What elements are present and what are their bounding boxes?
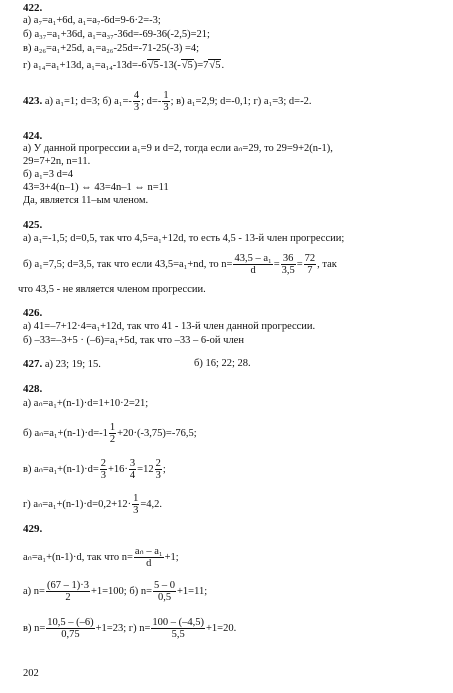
problem-422-heading: 422. bbox=[23, 2, 43, 14]
problem-429-c-middle: +1=23; г) n= bbox=[95, 622, 151, 634]
fraction-numerator: (67 – 1)·3 bbox=[46, 580, 89, 591]
fraction-36-over-3-5 bbox=[281, 253, 296, 276]
fraction-numerator: 100 – (–4,5) bbox=[152, 617, 205, 628]
problem-425-b-end: , так bbox=[317, 258, 337, 270]
problem-427-b: б) 16; 22; 28. bbox=[194, 358, 251, 369]
fraction-numerator: 4 bbox=[133, 90, 140, 101]
fraction-1-3 bbox=[162, 90, 169, 113]
problem-428-d bbox=[23, 493, 162, 516]
fraction-numerator: 43,5 – a₁ bbox=[234, 253, 272, 264]
problem-429-cd bbox=[23, 617, 236, 640]
problem-427 bbox=[23, 358, 101, 371]
problem-429-formula-start: aₙ=a₁+(n-1)·d, так что n= bbox=[23, 551, 133, 563]
problem-428-c-end: ; bbox=[162, 463, 166, 475]
fraction-4-3 bbox=[133, 90, 140, 113]
problem-428-heading: 428. bbox=[23, 383, 43, 395]
problem-423 bbox=[23, 90, 311, 113]
problem-425-b bbox=[23, 253, 337, 276]
problem-428-b bbox=[23, 422, 197, 445]
fraction-denominator: 0,5 bbox=[157, 592, 172, 603]
fraction-numerator: 3 bbox=[129, 458, 136, 469]
problem-422-c: в) a₂₆=a₁+25d, a₁=a₂₆-25d=-71-25(-3) =4; bbox=[23, 43, 200, 54]
problem-422-b: б) a₃₇=a₁+36d, a₁=a₃₇-36d=-69-36(-2,5)=21; bbox=[23, 29, 210, 40]
fraction-denominator: 2 bbox=[109, 434, 116, 445]
problem-424-line-1: а) У данной прогрессии a₁=9 и d=2, тогда если aₙ=29, то 29=9+2(n-1), bbox=[23, 143, 333, 154]
fraction-numerator: 36 bbox=[281, 253, 296, 265]
fraction-3-4 bbox=[129, 458, 136, 481]
equals-sign: = bbox=[296, 258, 303, 270]
problem-428-c bbox=[23, 458, 166, 481]
problem-426-heading: 426. bbox=[23, 307, 43, 319]
fraction-denominator: 3 bbox=[100, 470, 106, 481]
fraction-denominator: d bbox=[146, 558, 152, 569]
problem-424-line-3: б) a₁=3 d=4 bbox=[23, 169, 74, 180]
problem-429-formula-end: +1; bbox=[164, 551, 179, 563]
problem-423-text-2: ; d=- bbox=[141, 95, 162, 107]
fraction-an-minus-a1-over-d bbox=[134, 546, 164, 569]
fraction-numerator: 1 bbox=[133, 493, 139, 504]
fraction-denominator: 7 bbox=[307, 265, 313, 276]
fraction-72-over-7 bbox=[304, 253, 317, 276]
problem-429-formula bbox=[23, 546, 179, 569]
problem-429-heading: 429. bbox=[23, 523, 43, 535]
problem-426-b: б) –33=–3+5 · (–6)=a₁+5d, так что –33 – 6-ой член bbox=[23, 335, 244, 346]
problem-429-b-end: +1=11; bbox=[177, 585, 208, 597]
problem-428-a: а) aₙ=a₁+(n-1)·d=1+10·2=21; bbox=[23, 398, 149, 409]
problem-429-c-start: в) n= bbox=[23, 622, 46, 634]
fraction-denominator: 3,5 bbox=[281, 265, 295, 276]
fraction-numerator: 72 bbox=[304, 253, 316, 264]
fraction-5-minus-0-over-0-5 bbox=[153, 580, 176, 603]
problem-422-d-end: . bbox=[221, 60, 225, 71]
problem-427-heading: 427. bbox=[23, 358, 43, 370]
fraction-denominator: 3 bbox=[133, 102, 140, 113]
sqrt-5-first: √5 bbox=[147, 60, 159, 71]
fraction-100-minus-minus-4-5-over-5-5 bbox=[151, 617, 205, 640]
problem-429-a-middle: +1=100; б) n= bbox=[90, 585, 152, 597]
problem-422-d-middle: -13(- bbox=[159, 60, 181, 71]
problem-428-b-start: б) aₙ=a₁+(n-1)·d=-1 bbox=[23, 427, 108, 439]
problem-425-b-start: б) a₁=7,5; d=3,5, так что если 43,5=a₁+nd, то n= bbox=[23, 258, 233, 270]
problem-428-c-start: в) aₙ=a₁+(n-1)·d= bbox=[23, 463, 99, 475]
fraction-numerator: 1 bbox=[163, 90, 169, 101]
fraction-denominator: d bbox=[250, 265, 256, 276]
fraction-67-minus-1-times-3-over-2 bbox=[46, 580, 90, 603]
fraction-denominator: 3 bbox=[163, 102, 169, 113]
fraction-denominator: 0,75 bbox=[61, 629, 80, 640]
fraction-numerator: 5 – 0 bbox=[154, 580, 175, 591]
problem-423-text-3: ; в) a₁=2,9; d=-0,1; г) a₁=3; d=-2. bbox=[170, 95, 312, 107]
sqrt-5-second: √5 bbox=[181, 60, 193, 71]
problem-423-text-1: а) a₁=1; d=3; б) a₁=- bbox=[44, 95, 132, 107]
problem-423-heading: 423. bbox=[23, 94, 43, 107]
problem-424-line-5: Да, является 11–ым членом. bbox=[23, 195, 149, 206]
problem-429-a-start: а) n= bbox=[23, 585, 45, 597]
problem-424-line-2: 29=7+2n, n=11. bbox=[23, 156, 91, 167]
fraction-2-3 bbox=[100, 458, 107, 481]
problem-425-heading: 425. bbox=[23, 219, 43, 231]
problem-422-d-middle2: )=7 bbox=[193, 60, 209, 71]
fraction-denominator: 2 bbox=[65, 592, 71, 603]
fraction-denominator: 3 bbox=[155, 470, 161, 481]
sqrt-5-value: 5 bbox=[215, 60, 221, 71]
problem-428-d-end: =4,2. bbox=[140, 498, 163, 510]
fraction-numerator: 1 bbox=[109, 422, 116, 433]
problem-424-heading: 424. bbox=[23, 130, 43, 142]
fraction-numerator: 2 bbox=[100, 458, 106, 469]
problem-425-conclusion: что 43,5 - не является членом прогрессии. bbox=[18, 284, 206, 295]
fraction-denominator: 3 bbox=[133, 505, 139, 516]
problem-425-a: а) a₁=-1,5; d=0,5, так что 4,5=a₁+12d, то есть 4,5 - 13-й член прогрессии; bbox=[23, 233, 345, 244]
problem-422-d-start: г) a₁₄=a₁+13d, a₁=a₁₄-13d=-6 bbox=[23, 60, 147, 71]
problem-422-d bbox=[23, 60, 224, 72]
problem-426-a: а) 41=–7+12·4=a₁+12d, так что 41 - 13-й член данной прогрессии. bbox=[23, 321, 316, 332]
problem-428-b-end: +20·(-3,75)=-76,5; bbox=[117, 427, 197, 439]
fraction-10-5-minus-minus-6-over-0-75 bbox=[46, 617, 94, 640]
fraction-43-5-minus-a1-over-d bbox=[233, 253, 272, 276]
problem-429-ab bbox=[23, 580, 207, 603]
sqrt-5-third: √5 bbox=[209, 60, 221, 71]
fraction-1-3 bbox=[132, 493, 139, 516]
problem-422-a: а) a₇=a₁+6d, a₁=a₇-6d=9-6·2=-3; bbox=[23, 15, 161, 26]
problem-428-d-start: г) aₙ=a₁+(n-1)·d=0,2+12· bbox=[23, 498, 132, 510]
page-number: 202 bbox=[23, 668, 39, 679]
fraction-numerator: 2 bbox=[155, 458, 161, 469]
fraction-denominator: 4 bbox=[129, 470, 136, 481]
fraction-1-2 bbox=[109, 422, 116, 445]
sqrt-5-value: 5 bbox=[187, 60, 193, 71]
equals-sign: = bbox=[273, 258, 280, 270]
sqrt-5-value: 5 bbox=[153, 60, 159, 71]
problem-424-line-4: 43=3+4(n–1) ⇔ 43=4n–1 ⇔ n=11 bbox=[23, 182, 169, 193]
fraction-numerator: 10,5 – (–6) bbox=[47, 617, 94, 628]
problem-428-c-middle2: =12 bbox=[137, 463, 154, 475]
fraction-2-3-result bbox=[155, 458, 162, 481]
problem-428-c-middle: +16· bbox=[108, 463, 128, 475]
fraction-denominator: 5,5 bbox=[171, 629, 185, 640]
fraction-numerator: aₙ – a₁ bbox=[134, 546, 163, 557]
problem-429-d-end: +1=20. bbox=[206, 622, 237, 634]
problem-427-a: а) 23; 19; 15. bbox=[44, 359, 101, 370]
